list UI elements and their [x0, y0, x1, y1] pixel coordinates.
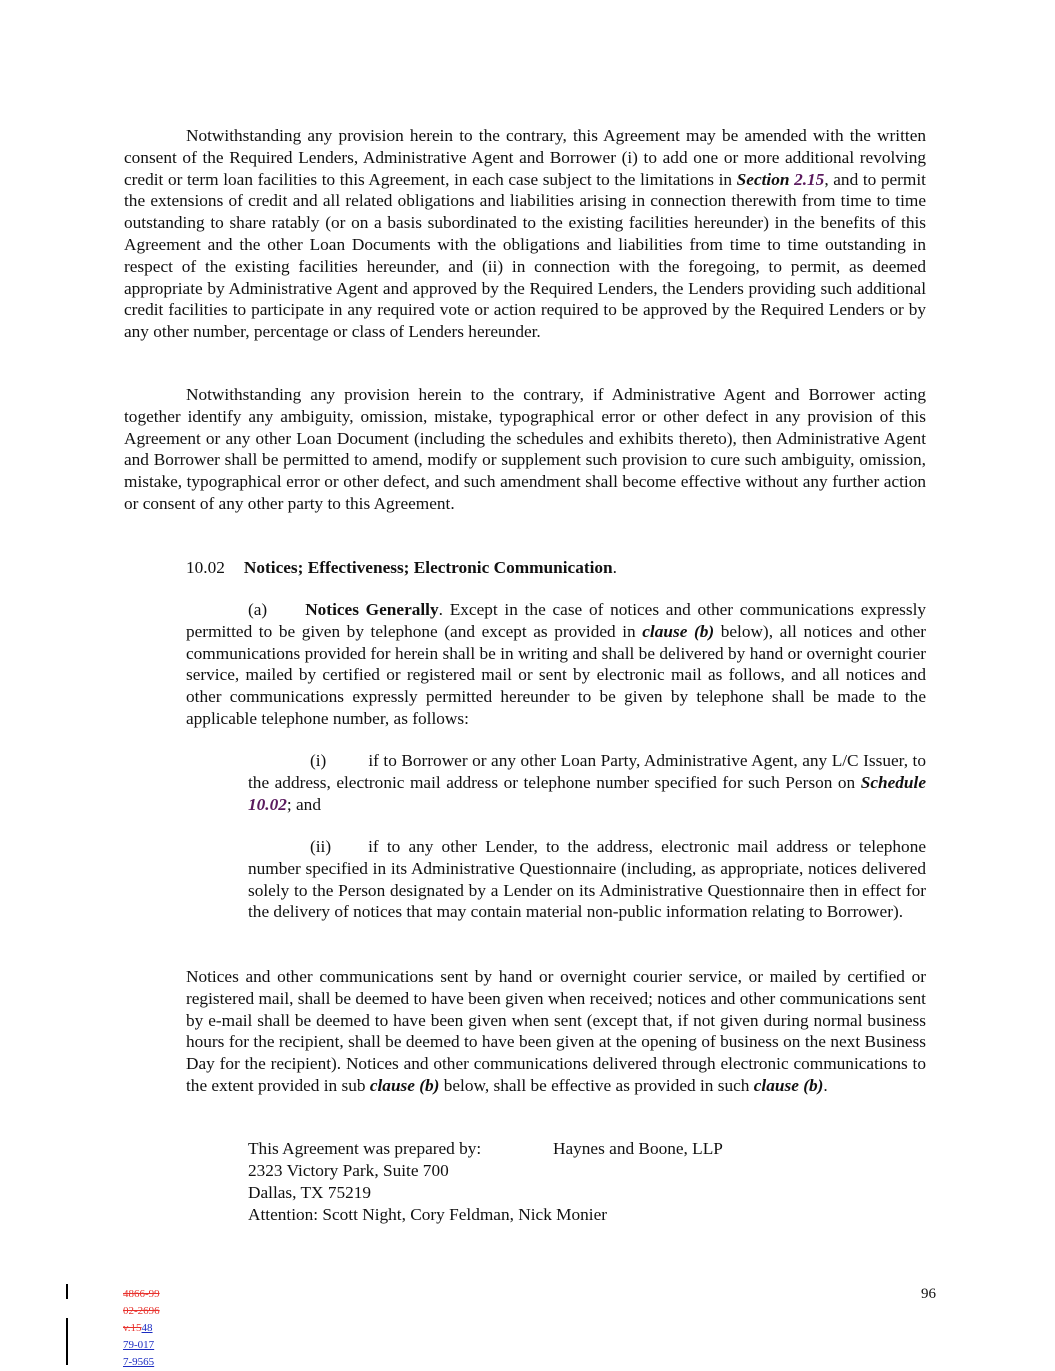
change-bar — [66, 1284, 68, 1299]
clause-reference[interactable]: clause (b) — [369, 1075, 440, 1095]
prepared-by-attention: Attention: Scott Night, Cory Feldman, Nick Monier — [248, 1205, 608, 1224]
prepared-by-address1: 2323 Victory Park, Suite 700 — [248, 1161, 449, 1180]
prepared-by-block — [248, 1138, 723, 1226]
clause-reference[interactable]: clause (b) — [753, 1075, 824, 1095]
item-ii: (ii) if to any other Lender, to the address, electronic mail address or telephone number specified in its Administrative Questionnaire (including, as appropriate, notices delivered solely to the Person designated by a Lender on its Administrative Questionnaire then in effect for the delivery of notices that may contain material non-public information relating to Borrower). — [248, 837, 926, 922]
prepared-by-address2: Dallas, TX 75219 — [248, 1183, 372, 1202]
docid-inserted: 48 — [141, 1322, 153, 1334]
subsection-a-title: Notices Generally — [305, 600, 439, 619]
section-heading: 10.02 Notices; Effectiveness; Electronic Communication. — [186, 558, 617, 577]
clause-reference[interactable]: clause (b) — [642, 621, 715, 641]
section-reference[interactable]: Section 2.15 — [736, 169, 825, 189]
amendment-paragraph-2: Notwithstanding any provision herein to the contrary, if Administrative Agent and Borrower acting together identify any ambiguity, omission, mistake, typographical error or other defect in any provision of this Agreement or any other Loan Document (including the schedules and exhibits thereto), then Administrative Agent and Borrower shall be permitted to amend, modify or supplement such provision to cure such ambiguity, omission, mistake, typographical error or other defect, and such amendment shall become effective without any further action or consent of any other party to this Agreement. — [124, 385, 926, 513]
subsection-a: (a) Notices Generally. Except in the case of notices and other communications expressly permitted to be given by telephone (and except as provided in clause (b) below), all notices and other communications provided for herein shall be in writing and shall be delivered by hand or overnight courier service, mailed by certified or registered mail or sent by electronic mail as follows, and all notices and other communications expressly permitted hereunder to be given by telephone shall be made to the applicable telephone number, as follows: — [186, 600, 927, 728]
docid-inserted: 79-017 — [123, 1339, 155, 1351]
docid-deleted: 4866-99 — [123, 1288, 160, 1300]
page-number: 96 — [921, 1286, 936, 1302]
docid-inserted: 7-9565 — [123, 1356, 155, 1368]
section-title: Notices; Effectiveness; Electronic Communication — [243, 558, 613, 577]
schedule-reference[interactable]: Schedule 10.02 — [248, 772, 926, 814]
section-number: 10.02 — [186, 558, 225, 577]
prepared-by-label: This Agreement was prepared by: — [248, 1139, 482, 1158]
document-id — [123, 1286, 160, 1371]
amendment-paragraph-1: Notwithstanding any provision herein to the contrary, this Agreement may be amended with the written consent of the Required Lenders, Administrative Agent and Borrower (i) to add one or more additional revolving credit or term loan facilities to this Agreement, in each case subject to the limitations in Section 2.15, and to permit the extensions of credit and all related obligations and liabilities arising in connection therewith from time to time outstanding to share ratably (or on a basis subordinated to the existing facilities hereunder) in the benefits of this Agreement and the other Loan Documents with the obligations and liabilities from time to time outstanding in respect of the existing facilities hereunder, and (ii) in connection with the foregoing, to permit, as deemed appropriate by Administrative Agent and approved by the Required Lenders, the Lenders providing such additional credit facilities to participate in any required vote or action required to be approved by the Required Lenders or by any other number, percentage or class of Lenders hereunder. — [124, 126, 926, 342]
item-i-label: (i) — [310, 751, 327, 770]
item-i: (i) if to Borrower or any other Loan Party, Administrative Agent, any L/C Issuer, to the address, electronic mail address or telephone number specified for such Person on Schedule 10.02; and — [248, 751, 926, 814]
docid-deleted: 02-2696 — [123, 1305, 160, 1317]
docid-deleted: v.15 — [123, 1322, 142, 1334]
prepared-by-firm: Haynes and Boone, LLP — [553, 1139, 723, 1158]
change-bar — [66, 1318, 68, 1365]
notices-effectiveness-paragraph: Notices and other communications sent by hand or overnight courier service, or mailed by certified or registered mail, shall be deemed to have been given when received; notices and other communications sent by e-mail shall be deemed to have been given when sent (except that, if not given during normal business hours for the recipient, shall be deemed to have been given at the opening of business on the next Business Day for the recipient). Notices and other communications delivered through electronic communications to the extent provided in sub clause (b) below, shall be effective as provided in such clause (b). — [186, 967, 926, 1095]
subsection-a-label: (a) — [248, 600, 268, 619]
item-ii-label: (ii) — [310, 837, 332, 856]
